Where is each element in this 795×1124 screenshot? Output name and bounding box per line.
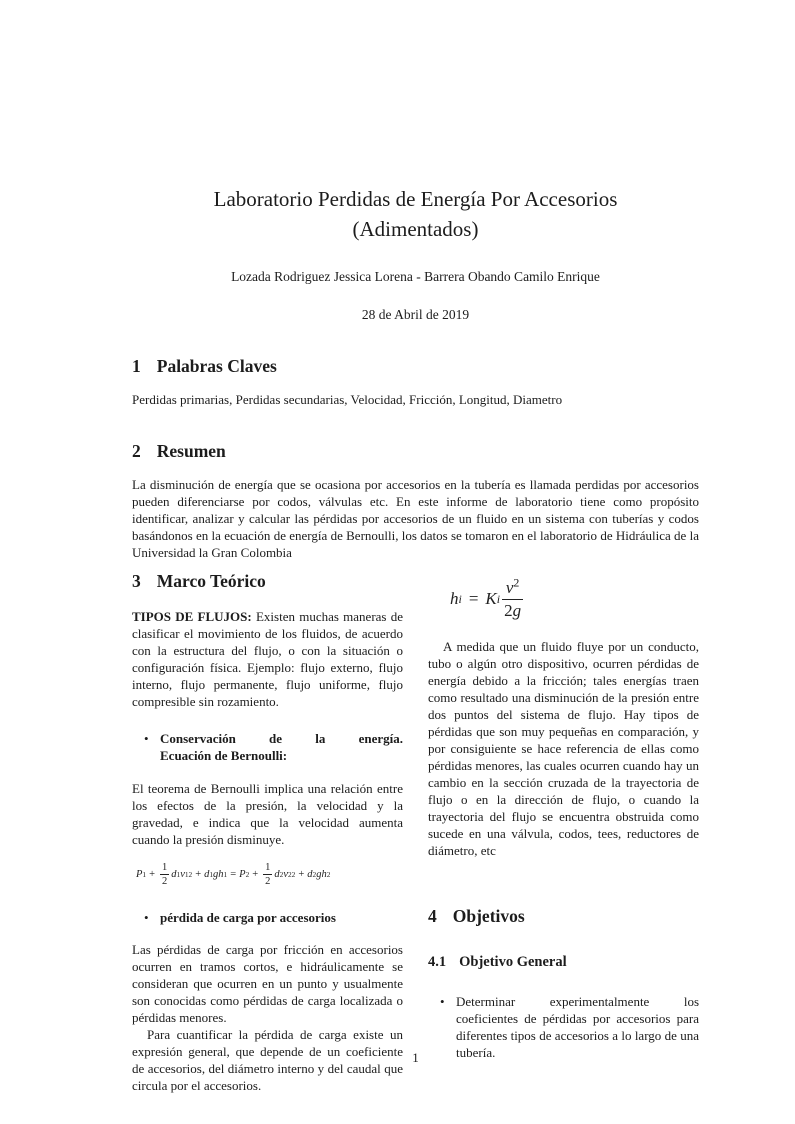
- left-column: [132, 571, 403, 1094]
- resumen-paragraph: La disminución de energía que se ocasiona por accesorios en la tubería es llamada perdidas por accesorios pueden diferenciarse por codos, válvulas etc. En este informe de laboratorio tiene como propósito identificar, analizar y calcular las pérdidas por accesorios de un fluido en un sistema con tuberías y codos basándonos en la ecuación de energía de Bernoulli, los datos se tomaron en el laboratorio de Hidráulica de la Universidad la Gran Colombia: [132, 477, 699, 560]
- math-symbol: v: [505, 577, 514, 597]
- date-line: 28 de Abril de 2019: [361, 307, 470, 322]
- flow-types-lead: TIPOS DE FLUJOS:: [132, 609, 252, 624]
- math-fraction: [502, 574, 523, 621]
- bullet-icon: •: [144, 731, 149, 746]
- title-line-1: Laboratorio Perdidas de Energía Por Accesorios: [213, 187, 618, 211]
- math-symbol: g: [512, 600, 522, 620]
- energy-conservation-bullet-text: [160, 730, 403, 764]
- section-2-title: Resumen: [156, 441, 226, 461]
- math-operator: +: [252, 869, 259, 880]
- section-1-title: Palabras Claves: [156, 356, 277, 376]
- fraction-numerator: 1: [265, 862, 271, 873]
- math-symbol: K: [485, 589, 497, 608]
- keywords-text: Perdidas primarias, Perdidas secundarias, Velocidad, Fricción, Longitud, Diametro: [132, 392, 563, 407]
- title-line-2: (Adimentados): [352, 217, 479, 241]
- bullet-line-1: Conservación de la energía.: [160, 731, 403, 746]
- math-symbol: d: [307, 869, 313, 880]
- document-title: [132, 184, 699, 244]
- general-objective-bullet-text: Determinar experimentalmente los coeficientes de pérdidas por accesorios para diferentes tipos de accesorios a lo largo de una tubería.: [456, 994, 699, 1060]
- bernoulli-theorem-paragraph: El teorema de Bernoulli implica una relación entre los efectos de la presión, la velocidad y la gravedad, e indica que la velocidad aumenta cuando la presión disminuye.: [132, 781, 403, 847]
- math-operator: =: [468, 589, 479, 608]
- subsection-4-1-title: Objetivo General: [459, 954, 567, 970]
- math-number: 2: [504, 600, 513, 620]
- section-3-number: 3: [132, 571, 141, 591]
- math-fraction: [263, 862, 272, 887]
- section-4-title: Objetivos: [452, 906, 525, 926]
- section-3-heading: [132, 571, 403, 591]
- page-number: 1: [412, 1050, 419, 1065]
- section-4-number: 4: [428, 906, 437, 926]
- energy-conservation-bullet: [132, 730, 403, 764]
- bullet-line-2: Ecuación de Bernoulli:: [160, 748, 288, 763]
- math-operator: +: [149, 869, 156, 880]
- authors-line: Lozada Rodriguez Jessica Lorena - Barrera Obando Camilo Enrique: [231, 269, 600, 284]
- subsection-4-1-number: 4.1: [428, 954, 447, 970]
- math-operator: +: [195, 869, 202, 880]
- math-symbol: h: [218, 869, 224, 880]
- math-symbol: h: [321, 869, 327, 880]
- head-loss-bullet: [132, 909, 403, 926]
- section-3-title: Marco Teórico: [156, 571, 266, 591]
- fraction-denominator: 2: [265, 876, 271, 887]
- math-symbol: v: [283, 869, 288, 880]
- math-operator: =: [230, 869, 237, 880]
- right-column: [428, 571, 699, 1061]
- math-symbol: d: [204, 869, 210, 880]
- math-symbol: P: [239, 869, 246, 880]
- bullet-icon: •: [144, 910, 149, 925]
- section-2-heading: [132, 441, 699, 461]
- section-2-number: 2: [132, 441, 141, 461]
- section-4-heading: [428, 906, 699, 926]
- head-loss-equation: h i = K i $\frac{v^2}{2g}$: [450, 574, 522, 620]
- math-superscript: 2: [513, 574, 520, 589]
- flow-losses-paragraph: A medida que un fluido fluye por un conducto, tubo o algún otro dispositivo, ocurren pérdidas de energía debido a la fricción; tales energías traen como resultado una disminución de la presión entre dos puntos del sistema de flujo. Hay tipos de pérdidas que son muy pequeñas en comparación, y por consiguiente se hace referencia de ellas como pérdidas menores, las cuales ocurren cuando hay un cambio en la sección cruzada de la trayectoria de flujo o en la dirección de flujo, o cuando la trayectoria del flujo se encuentra obstruida como sucede en una válvula, codos, tees, reductores de diámetro, etc: [428, 639, 699, 858]
- math-symbol: d: [171, 869, 177, 880]
- math-symbol: d: [274, 869, 280, 880]
- math-fraction: [160, 862, 169, 887]
- subsection-4-1-heading: [428, 953, 699, 971]
- math-symbol: P: [136, 869, 143, 880]
- fraction-denominator: 2: [162, 876, 168, 887]
- friction-losses-paragraph: Las pérdidas de carga por fricción en accesorios ocurren en tramos cortos, e hidráulicamente se consideran que ocurren en un punto y usualmente son conocidas como pérdidas de carga localizada o pérdidas menores.: [132, 942, 403, 1025]
- two-column-region: [132, 571, 699, 1094]
- quantify-loss-paragraph: Para cuantificar la pérdida de carga existe un expresión general, que depende de un coeficiente de accesorios, del diámetro interno y del caudal que circula por el accesorios.: [132, 1027, 403, 1093]
- math-operator: +: [298, 869, 305, 880]
- page-content: [132, 0, 699, 1094]
- math-symbol: g: [213, 869, 219, 880]
- math-symbol: v: [180, 869, 185, 880]
- flow-types-body: Existen muchas maneras de clasificar el movimiento de los fluidos, de acuerdo con la estructura del flujo, o con la situación o configuración física. Ejemplo: flujo externo, flujo interno, flujo permanente, flujo uniforme, flujo compresible sin rozamiento.: [132, 609, 403, 709]
- section-1-number: 1: [132, 356, 141, 376]
- bernoulli-equation: P 1 + $\frac{1}{2}$ d 1 v 1 2 + d 1 g h 1 = P 2 + $\frac{1}{2}$ d 2 v 2 2 + d 2 g h 2: [136, 862, 331, 887]
- bullet-icon: •: [440, 994, 445, 1009]
- fraction-denominator: [502, 600, 523, 621]
- math-symbol: h: [450, 589, 459, 608]
- math-symbol: g: [316, 869, 322, 880]
- head-loss-bullet-text: pérdida de carga por accesorios: [160, 910, 336, 925]
- fraction-numerator: [502, 574, 523, 600]
- fraction-numerator: 1: [162, 862, 168, 873]
- tipos-de-flujos-paragraph: [132, 608, 403, 710]
- section-1-heading: [132, 356, 699, 376]
